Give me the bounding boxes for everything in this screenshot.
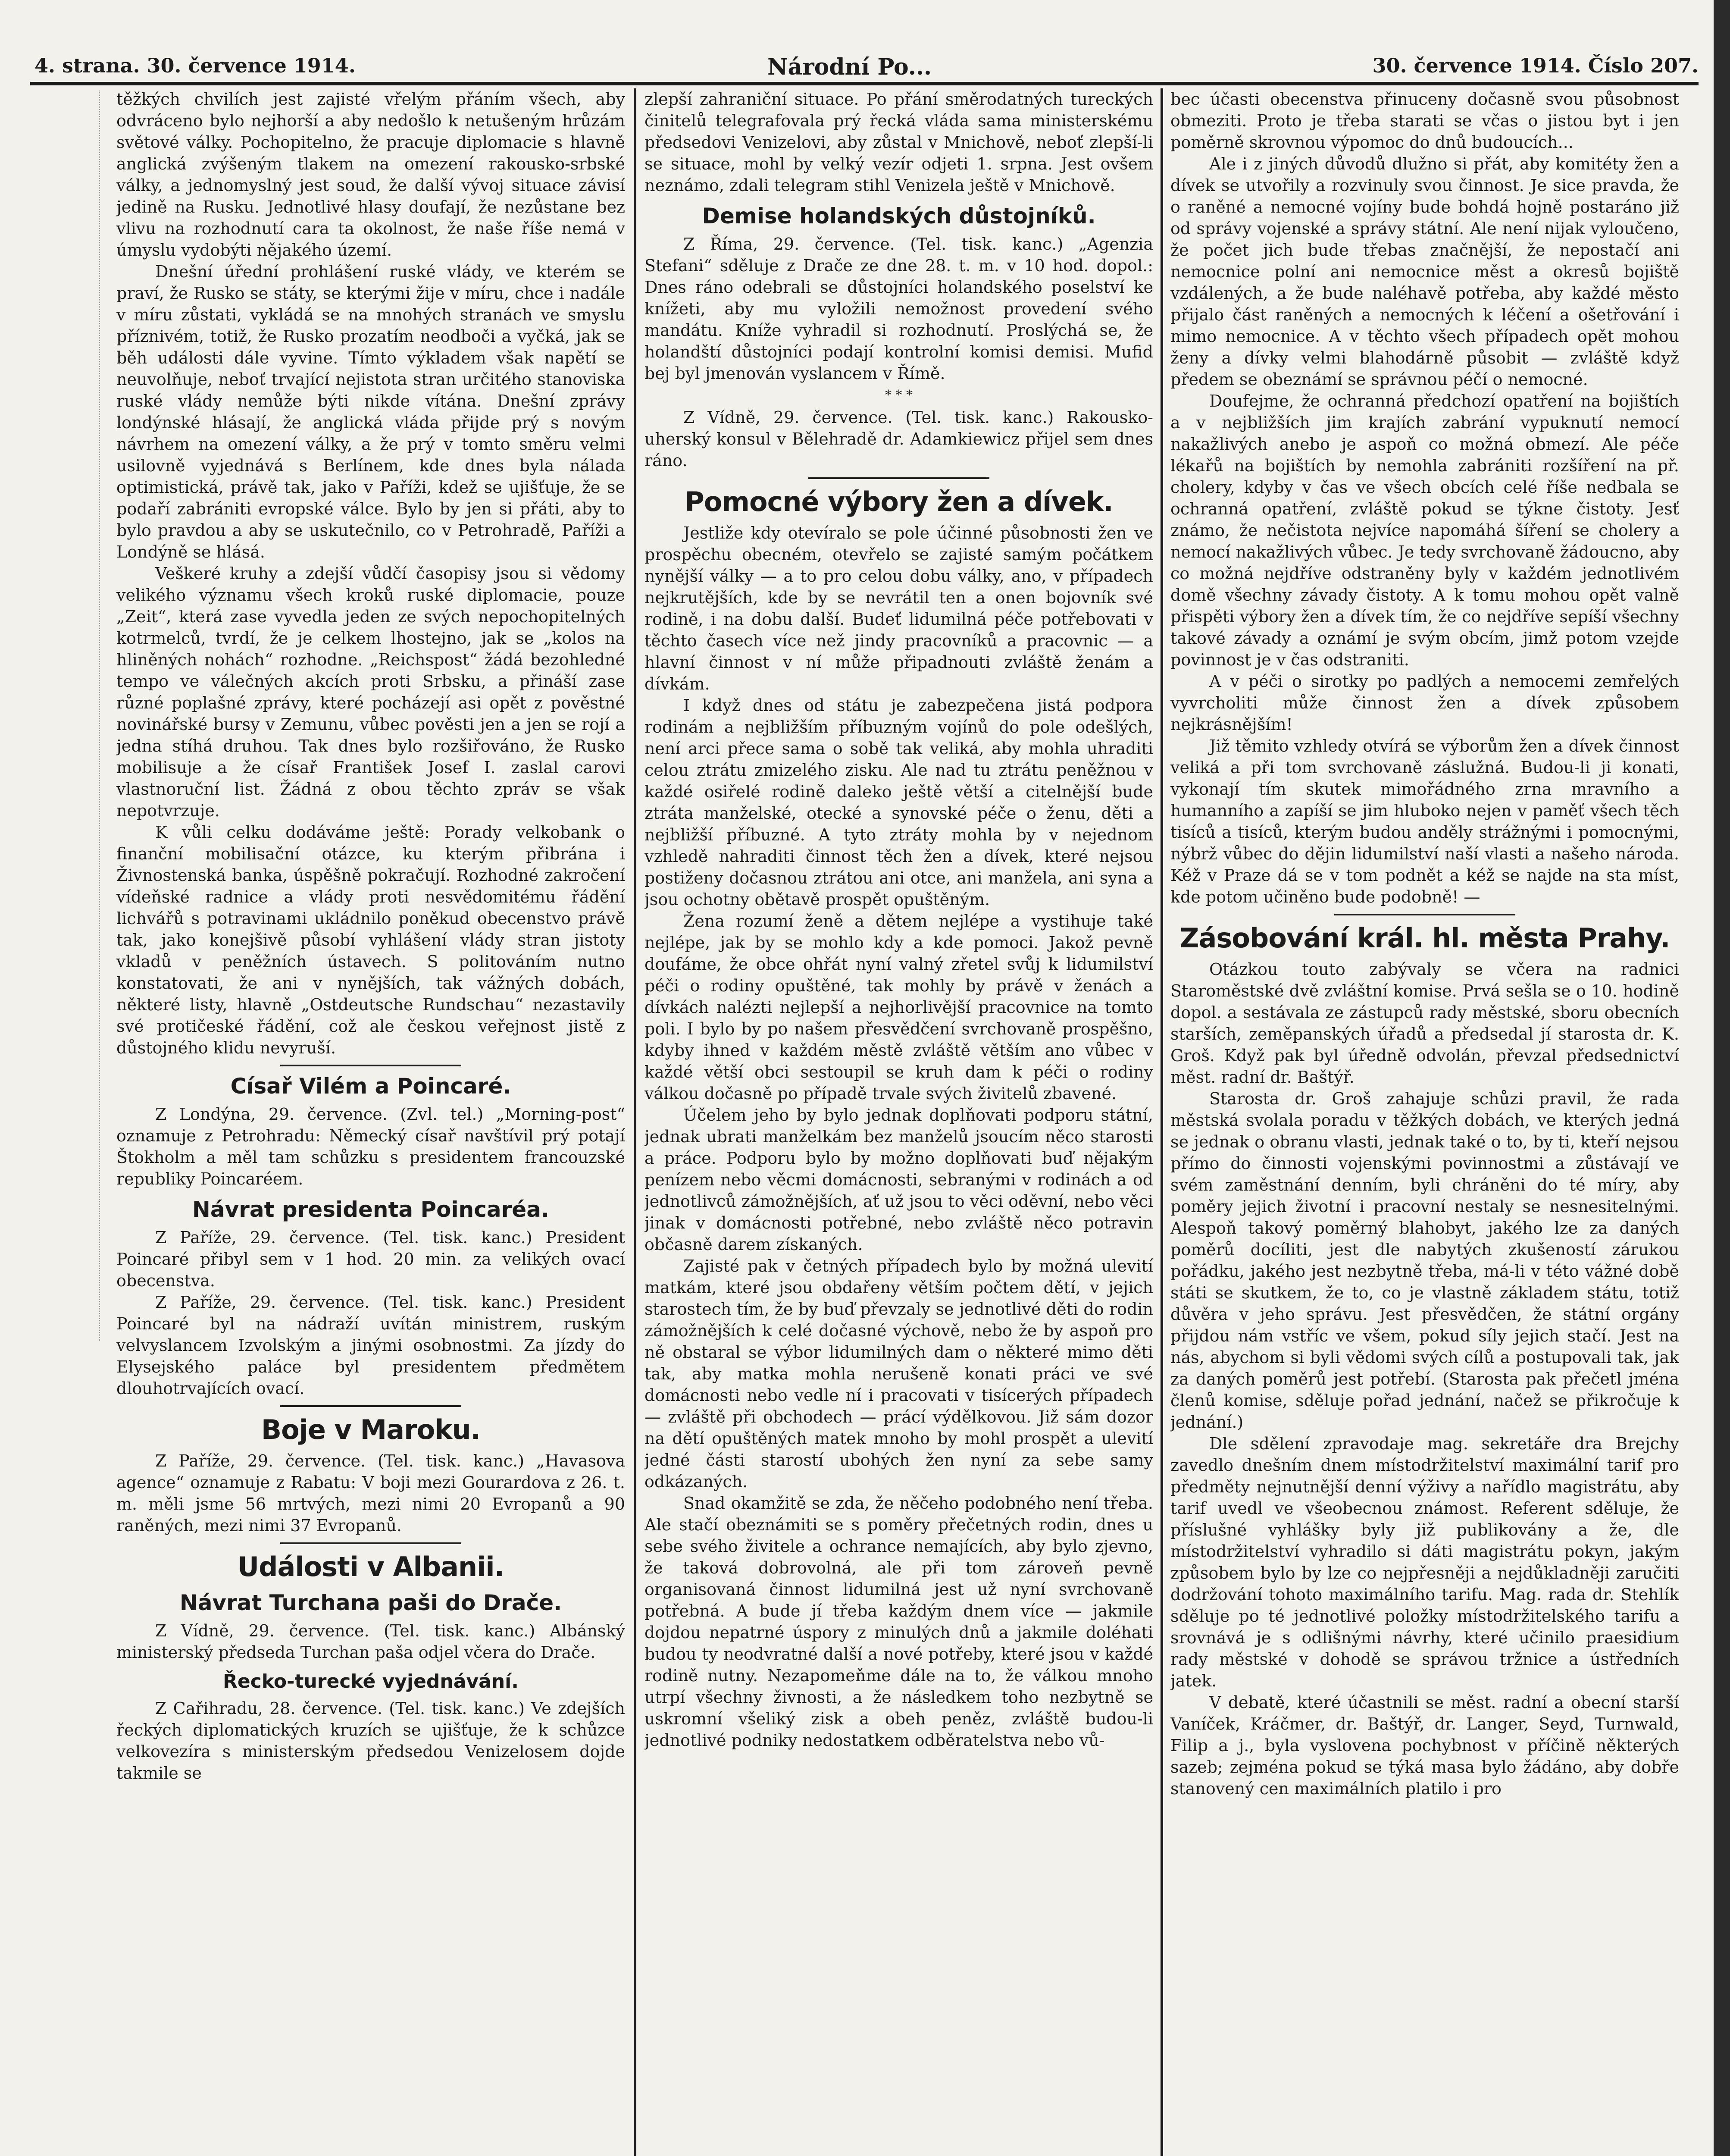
article-paragraph: V debatě, které účastnili se měst. radní a obecní starší Vaníček, Kráčmer, dr. Baštýř, dr. Langer, Seyd, Turnwald, Filip a j., byla vyslovena pochybnost v příčině některých sazeb; zejména pokud se týká masa bylo žádáno, aby dobře stanovený cen maximálních platilo i pro	[1170, 1693, 1679, 1798]
headline-udalosti-v-albanii: Události v Albanii.	[237, 1551, 504, 1583]
headline-vilem-poincare: Císař Vilém a Poincaré.	[230, 1074, 511, 1099]
article-paragraph: Již těmito vzhledy otvírá se výborům žen a dívek činnost veliká a při tom svrchovaně záslužná. Budou-li ji konati, vykonají tím skutek mimořádného zrna mravního a humanního a zapíší se jim hluboko nejen v paměť všech těch tisíců a tisíců, kterým budou anděly strážnými i pomocnými, nýbrž vůbec do dějin lidumilství naší vlasti a našeho národa. Kéž v Praze dá se v tom podnět a kéž se najde na sta míst, kde potom učiněno bude podobně! —	[1170, 736, 1679, 906]
article-paragraph: Z Paříže, 29. července. (Tel. tisk. kanc.) President Poincaré přibyl sem v 1 hod. 20 min. za velikých ovací obecenstva.	[116, 1228, 625, 1290]
column-2	[644, 88, 1153, 2156]
header-masthead: Národní Po...	[767, 54, 932, 80]
scan-edge	[1714, 0, 1730, 2156]
header-rule	[30, 82, 1699, 85]
article-paragraph: Veškeré kruhy a zdejší vůdčí časopisy jsou si vědomy velikého významu všech kroků ruské diplomacie, pouze „Zeit“, která zase vyvedla jeden ze svých nepochopitelných kotrmelců, tvrdí, že je celkem lhostejno, jak se „kolos na hliněných nohách“ rozhodne. „Reichspost“ žádá bezohledné tempo ve válečných akcích proti Srbsku, a přináší zase různé poplašné zprávy, které pocházejí asi opět z pověstné novinářské bursy v Zemunu, vůbec pověsti jen a jen se rojí a jedna stíhá druhou. Tak dnes bylo rozšiřováno, že Rusko mobilisuje a že císař František Josef I. zaslal carovi vlastnoruční list. Žádná z obou těchto zpráv se však nepotvrzuje.	[116, 564, 625, 820]
headline-demise-holandskych: Demise holandských důstojníků.	[702, 204, 1096, 229]
article-paragraph: Doufejme, že ochranná předchozí opatření na bojištích a v nejbližších jim krajích zabrání vypuknutí nemocí nakažlivých anebo je aspoň co možná obmezí. Ale péče lékařů na bojištích by nemohla zabrániti rozšíření na př. cholery, kdyby v čas ve všech obcích celé říše nedbala se ochranná opatření, zvláště pokud se týkne čistoty. Jesť známo, že nečistota nejvíce napomáhá šíření se cholery a nemocí nakažlivých vůbec. Je tedy svrchovaně žádoucno, aby co možná nejdříve odstraněny byly v každém jednotlivém domě všechny závady čistoty. A k tomu mohou opět valně přispěti výbory žen a dívek tím, že co nejdříve sepíší všechny takové závady a oznámí je svým obcím, jimž potom vzejde povinnost je v čas odstraniti.	[1170, 392, 1679, 669]
column-divider-2	[1161, 88, 1163, 2156]
article-paragraph: Dnešní úřední prohlášení ruské vlády, ve kterém se praví, že Rusko se státy, se kterými žije v míru, chce i nadále v míru zůstati, vykládá se na mnohých stranách ve smyslu příznivém, totiž, že Rusko prozatím neodboči a vyčká, jak se běh události dále vyvine. Tímto výkladem však napětí se neuvolňuje, neboť trvající nejistota stran určitého stanoviska ruské vlády nemůže býti nikde vítána. Dnešní zprávy londýnské hlásají, že anglická vláda přijde prý s novým návrhem na omezení války, a že prý v tomto směru velmi usilovně vyjednává s Berlínem, kde dnes byla nálada optimistická, právě tak, jako v Paříži, kdež se ujišťuje, že se podaří zabrániti evropské válce. Bylo by jen si přáti, aby to bylo pravdou a aby se uskutečnilo, co v Petrohradě, Paříži a Londýně se hlásá.	[116, 262, 625, 561]
headline-boje-v-maroku: Boje v Maroku.	[261, 1414, 481, 1445]
article-paragraph: Z Vídně, 29. července. (Tel. tisk. kanc.) Rakousko-uherský konsul v Bělehradě dr. Adamkiewicz přijel sem dnes ráno.	[644, 408, 1153, 470]
article-paragraph: Z Vídně, 29. července. (Tel. tisk. kanc.) Albánský ministerský předseda Turchan paša odjel včera do Drače.	[116, 1621, 625, 1662]
section-separator	[808, 477, 989, 479]
section-separator	[280, 1542, 461, 1544]
article-paragraph: Z Paříže, 29. července. (Tel. tisk. kanc.) „Havasova agence“ oznamuje z Rabatu: V boji mezi Gourardova z 26. t. m. měli jsme 56 mrtvých, mezi nimi 20 Evropanů a 90 raněných, mezi nimi 37 Evropanů.	[116, 1451, 625, 1535]
article-paragraph: těžkých chvilích jest zajisté vřelým přáním všech, aby odvráceno bylo nejhorší a aby nedošlo k netušeným hrůzám světové války. Pochopitelno, že pracuje diplomacie s hlavně anglická zvýšeným tlakem na omezení rakousko-srbské války, a jednomyslný jest soud, že další vývoj situace závisí jedině na Rusku. Jednotlivé hlasy doufají, že nezůstane bez vlivu na rozhodnutí cara ta okolnost, že naše říše nemá v úmyslu vydobýti nějakého území.	[116, 90, 625, 260]
article-paragraph: Z Cařihradu, 28. července. (Tel. tisk. kanc.) Ve zdejších řeckých diplomatických kruzích se ujišťuje, že k schůzce velkovezíra s ministerským předsedou Venizelosem dojde takmile se	[116, 1699, 625, 1783]
article-paragraph: Z Říma, 29. července. (Tel. tisk. kanc.) „Agenzia Stefani“ sděluje z Drače ze dne 28. t. m. v 10 hod. dopol.: Dnes ráno odebrali se důstojníci holandského poselství ke knížeti, aby mu vyložili nemožnost provedení svého mandátu. Kníže vyhradil si rozhodnutí. Proslýchá se, že holandští důstojníci podají kontrolní komisi demisi. Mufid bej byl jmenován vyslancem v Římě.	[644, 235, 1153, 383]
article-paragraph: bec účasti obecenstva přinuceny dočasně svou působnost obmeziti. Proto je třeba starati se včas o jistou byt i jen poměrně skrovnou výpomoc do dnů budoucích...	[1170, 90, 1679, 152]
article-paragraph: Snad okamžitě se zda, že něčeho podobného není třeba. Ale stačí obeznámiti se s poměry přečetných rodin, dnes u sebe svého živitele a ochrance nemajících, aby bylo zjevno, že taková dobrovolná, ale při tom zároveň pevně organisovaná činnost lidumilná jest už nyní svrchovaně potřebná. A bude jí třeba každým dnem více — jakmile dojdou nepatrné úspory z minulých dnů a jakmile doléhati budou ty neodvratné další a nové potřeby, které jsou v každé rodině nutny. Nezapomeňme dále na to, že válkou mnoho utrpí všechny živnosti, a že následkem toho nezbytně se uskromní všeliký zisk a obeh peněz, zvláště budou-li jednotlivé podniky nedostatkem odběratelstva nebo vů-	[644, 1494, 1153, 1750]
article-paragraph: Z Londýna, 29. července. (Zvl. tel.) „Morning-post“ oznamuje z Petrohradu: Německý císař navštívil prý potají Štokholm a měl tam schůzku s presidentem francouzské republiky Poincaréem.	[116, 1105, 625, 1188]
column-1	[116, 88, 625, 2156]
article-paragraph: A v péči o sirotky po padlých a nemocemi zemřelých vyvrcholiti může činnost žen a dívek způsobem nejkrásnějším!	[1170, 672, 1679, 734]
section-separator	[280, 1405, 461, 1407]
headline-navrat-turchana: Návrat Turchana paši do Drače.	[179, 1590, 562, 1615]
header-issue-number: 30. července 1914. Číslo 207.	[1372, 54, 1699, 77]
page-header	[34, 45, 1699, 86]
header-page-date: 4. strana. 30. července 1914.	[34, 54, 356, 77]
article-paragraph: Ale i z jiných důvodů dlužno si přát, aby komitéty žen a dívek se utvořily a rozvinuly svou činnost. Je sice pravda, že o raněné a nemocné vojíny bude bohdá hojně postaráno již od správy vojenské a správy státní. Ale není nijak vyloučeno, že počet jich bude třebas značnější, že nepostačí ani nemocnice polní ani nemocnice měst a okresů bojiště vzdálených, a že bude naléhavě potřeba, aby každé město přijalo část raněných a nemocných k léčení a ošetřování i mimo nemocnice. A v těchto všech případech opět mohou ženy a dívky velmi blahodárně působit — zvláště když předem se obeznámí se správnou péčí o nemocné.	[1170, 154, 1679, 389]
headline-pomocne-vybory: Pomocné výbory žen a dívek.	[685, 486, 1113, 517]
article-paragraph: Žena rozumí ženě a dětem nejlépe a vystihuje také nejlépe, jak by se mohlo kdy a kde pomoci. Jakož pevně doufáme, že obce ohřát nyní valný zřetel svůj k lidumilství péči o rodiny opuštěné, tak mohly by právě v ženách a dívkách nalézti nejlepší a nejhorlivější pracovnice na tomto poli. I bylo by po našem přesvědčení svrchovaně prospěšno, kdyby ihned v každém městě zvláště větším ano vůbec v každé větší obci sestoupil se kruh dam k péči o rodiny válkou dočasně po případě trvale svých živitelů zbavené.	[644, 912, 1153, 1103]
article-paragraph: Dle sdělení zpravodaje mag. sekretáře dra Brejchy zavedlo dnešním dnem místodržitelství maximální tarif pro předměty nejnutnější denní výživy a nařídlo magistrátu, aby tarif uvedl ve všeobecnou známost. Referent sděluje, že příslušné vyhlášky byly již publikovány a že, dle místodržitelství vyhradilo si dáti magistrátu pokyn, jakým způsobem bylo by lze co nejpřesněji a nejdůkladněji zaručiti dodržování tohoto maximálního tarifu. Mag. rada dr. Stehlík sděluje po té jednotlivé položky místodržitelského tarifu a srovnává je s odlišnými návrhy, které učinilo praesidium rady městské v dohodě se správou tržnice a ústředních jatek.	[1170, 1434, 1679, 1690]
margin-annotations	[13, 91, 100, 1341]
section-separator	[1334, 914, 1515, 915]
column-3	[1170, 88, 1679, 2156]
article-paragraph: K vůli celku dodáváme ještě: Porady velkobank o finanční mobilisační otázce, ku kterým přibrána i Živnostenská banka, úspěšně pokračují. Rozhodné zakročení vídeňské radnice a vlády proti nesvědomitému řádění lichvářů s potravinami ukládnilo poněkud obecenstvo právě tak, jako konejšivě působí vyhlášení vlády stran jistoty vkladů v peněžních ústavech. S politováním nutno konstatovati, že ani v nynějších, tak vážných dobách, některé listy, hlavně „Ostdeutsche Rundschau“ nezastavily své protičeské řádění, což ale českou veřejnost jistě z důstojného klidu nevyruší.	[116, 823, 625, 1057]
headline-zasobovani-prahy: Zásobování král. hl. města Prahy.	[1179, 922, 1670, 954]
article-paragraph: Zajisté pak v četných případech bylo by možná ulevití matkám, které jsou obdařeny větším počtem dětí, v jejich starostech tím, že by buď převzaly se jednotlivé děti do rodin zámožnějších k celé dočasné výchově, nebo že by aspoň pro ně obstaral se výbor lidumilných dam o některé mimo děti tak, aby matka mohla nerušeně konati práci ve své domácnosti nebo vedle ní i pracovati v tisícerých případech — zvláště při obchodech — prácí výdělkovou. Již sám dozor na dětí opuštěných matek mnoho by mohl prospět a ulevití jedné části starostí ubohých žen nyní za sebe samy odkázaných.	[644, 1257, 1153, 1491]
article-paragraph: Otázkou touto zabývaly se včera na radnici Staroměstské dvě zvláštní komise. Prvá sešla se o 10. hodině dopol. a sestávala ze zástupců rady městské, sboru obecních starších, zeměpanských úřadů a předsedal jí starosta dr. K. Groš. Když pak byl úředně odvolán, převzal předsednictví měst. radní dr. Baštýř.	[1170, 960, 1679, 1087]
asterism: * * *	[885, 388, 913, 403]
section-separator	[280, 1065, 461, 1066]
column-divider-1	[634, 88, 636, 2156]
article-paragraph: I když dnes od státu je zabezpečena jistá podpora rodinám a nejbližším příbuzným vojínů do pole odešlých, není arci přece sama o sobě tak veliká, aby mohla uhraditi celou ztrátu zmizelého zisku. Ale nad tu ztrátu peněžnou v každé osiřelé rodině daleko ještě větší a citelnější bude ztráta manželské, otecké a synovské péče o ženu, děti a nejbližší příbuzné. A tyto ztráty mohla by v nejednom vzhledě nahraditi činnost těch žen a dívek, které nejsou postiženy dočasnou ztrátou ani otce, ani manžela, ani syna a jsou ochotny obětavě prospět opuštěným.	[644, 696, 1153, 909]
headline-navrat-poincarea: Návrat presidenta Poincaréa.	[192, 1197, 549, 1222]
article-paragraph: Z Paříže, 29. července. (Tel. tisk. kanc.) President Poincaré byl na nádraží uvítán ministrem, ruským velvyslancem Izvolským a jinými osobnostmi. Za jízdy do Elysejského paláce byl presidentem předmětem dlouhotrvajících ovací.	[116, 1293, 625, 1398]
article-paragraph: Účelem jeho by bylo jednak doplňovati podporu státní, jednak ubrati manželkám bez manželů jsoucím něco starosti a práce. Podporu bylo by možno doplňovati buď nějakým penízem nebo věcmi domácnosti, sebranými v rodinách a od jednotlivců zámožnějších, ať už jsou to věci oděvní, nebo věci jinak v domácnosti potřebné, nebo zvláště něco potravin občasně darem získaných.	[644, 1106, 1153, 1254]
article-paragraph: Jestliže kdy otevíralo se pole účinné působnosti žen ve prospěchu obecném, otevřelo se zajisté samým počátkem nynější války — a to pro celou dobu války, ano, v případech nejkrutějších, kde by se nevrátil ten a onen bojovník své rodině, i na dobu další. Budeť lidumilná péče potřebovati v těchto časech více než jindy pracovníků a pracovnic — a hlavní činnost v ní může připadnouti zvláště ženám a dívkám.	[644, 523, 1153, 693]
article-paragraph: zlepší zahraniční situace. Po přání směrodatných tureckých činitelů telegrafovala prý řecká vláda sama ministerskému předsedovi Venizelovi, aby zůstal v Mnichově, neboť zlepší-li se situace, mohl by velký vezír odjeti 1. srpna. Jest ovšem neznámo, zdali telegram stihl Venizela ještě v Mnichově.	[644, 90, 1153, 195]
article-paragraph: Starosta dr. Groš zahajuje schůzi pravil, že rada městská svolala poradu v těžkých dobách, ve kterých jedná se jednak o obranu vlasti, jednak také o to, by ti, kteří nejsou přímo do činnosti vojenskými povinnostmi a zůstávají ve svém zaměstnání denním, byli chráněni do té míry, aby poměry jejich životní i pracovní nestaly se nesnesitelnými. Alespoň takový poměrný blahobyt, jakého lze za daných poměrů docíliti, jest dle nabytých zkušeností zárukou pořádku, jakého jest nezbytně třeba, má-li v této vážné době státi se skutkem, že to, co je vlastně základem státu, totiž důvěra v jeho správu. Jest přesvědčen, že státní orgány přijdou nám vstříc ve všem, pokud síly jejich stačí. Jest na nás, abychom si byli vědomi svých cílů a postupovali tak, jak za daných poměrů jest potřebí. (Starosta pak přečetl jména členů komise, sděluje pořad jednání, načež se přikročuje k jednání.)	[1170, 1089, 1679, 1432]
headline-recko-turecke: Řecko-turecké vyjednávání.	[223, 1670, 519, 1692]
